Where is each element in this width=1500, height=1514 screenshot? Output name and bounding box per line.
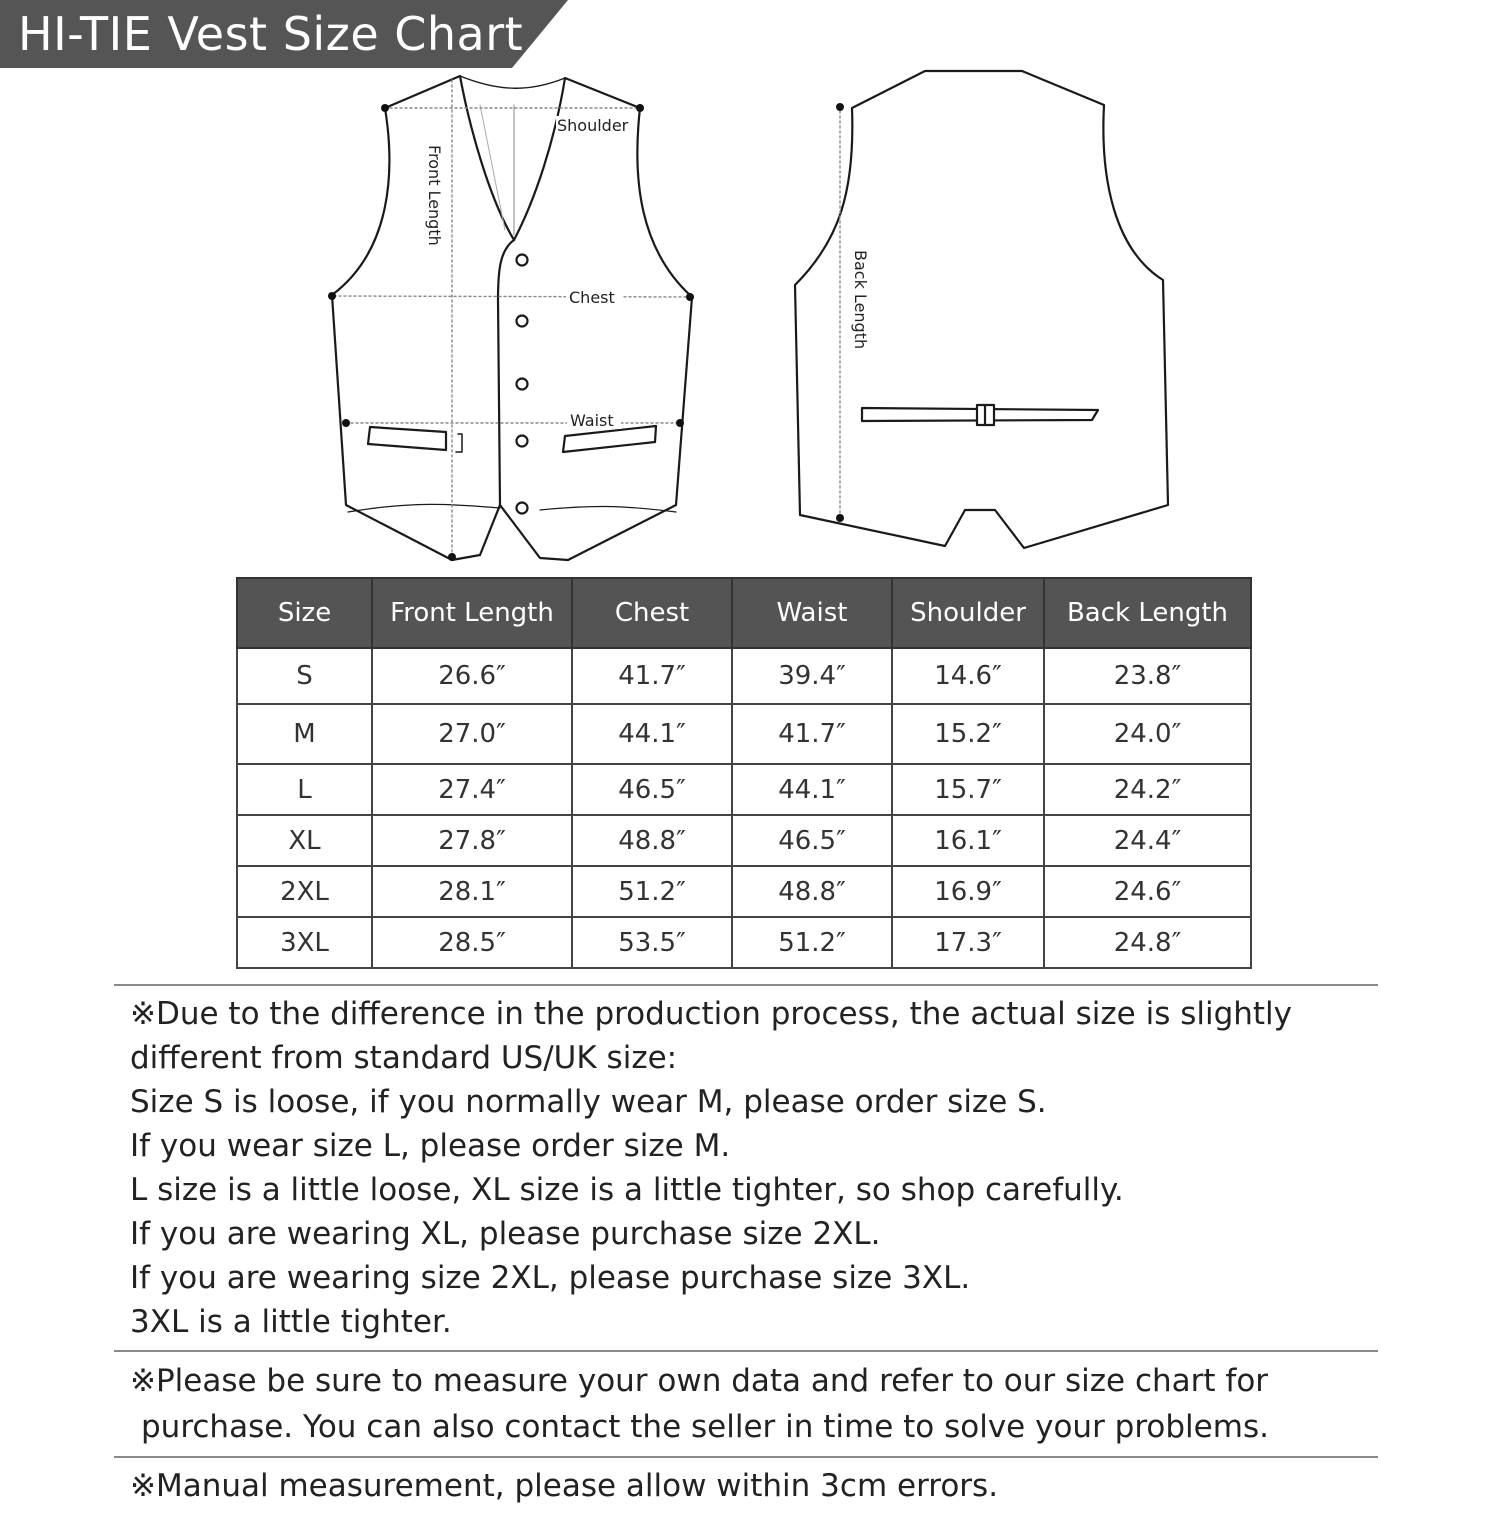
cell-chest: 53.5″ <box>572 917 732 968</box>
cell-size: L <box>237 764 372 815</box>
cell-shoulder: 16.9″ <box>892 866 1044 917</box>
front-vest-outline <box>332 76 692 560</box>
shoulder-label: Shoulder <box>557 116 629 135</box>
table-row <box>237 815 1251 866</box>
front-length-label: Front Length <box>425 145 444 246</box>
table-row <box>237 704 1251 764</box>
cell-back-length: 24.2″ <box>1044 764 1251 815</box>
cell-shoulder: 14.6″ <box>892 648 1044 704</box>
cell-chest: 41.7″ <box>572 648 732 704</box>
table-header-row <box>237 578 1251 648</box>
note-line: purchase. You can also contact the seller in time to solve your problems. <box>141 1409 1269 1445</box>
column-header-size: Size <box>237 578 372 648</box>
cell-back-length: 24.0″ <box>1044 704 1251 764</box>
cell-waist: 48.8″ <box>732 866 892 917</box>
column-header-waist: Waist <box>732 578 892 648</box>
table-row <box>237 648 1251 704</box>
cell-chest: 48.8″ <box>572 815 732 866</box>
column-header-shoulder: Shoulder <box>892 578 1044 648</box>
cell-waist: 46.5″ <box>732 815 892 866</box>
cell-size: 2XL <box>237 866 372 917</box>
cell-back-length: 24.6″ <box>1044 866 1251 917</box>
note-line: 3XL is a little tighter. <box>130 1304 452 1340</box>
note-line: ※Manual measurement, please allow within 3cm errors. <box>130 1468 999 1504</box>
cell-front-length: 27.4″ <box>372 764 572 815</box>
measure-note <box>114 1352 1378 1456</box>
cell-waist: 39.4″ <box>732 648 892 704</box>
cell-chest: 51.2″ <box>572 866 732 917</box>
vest-illustration <box>0 0 1500 575</box>
cell-shoulder: 16.1″ <box>892 815 1044 866</box>
cell-size: 3XL <box>237 917 372 968</box>
cell-front-length: 27.0″ <box>372 704 572 764</box>
cell-front-length: 28.1″ <box>372 866 572 917</box>
cell-size: M <box>237 704 372 764</box>
sizing-advice-note <box>114 986 1378 1350</box>
table-row <box>237 917 1251 968</box>
table-row <box>237 764 1251 815</box>
chest-label: Chest <box>569 288 615 307</box>
cell-back-length: 23.8″ <box>1044 648 1251 704</box>
cell-shoulder: 15.7″ <box>892 764 1044 815</box>
cell-back-length: 24.8″ <box>1044 917 1251 968</box>
cell-chest: 44.1″ <box>572 704 732 764</box>
note-line: different from standard US/UK size: <box>130 1040 678 1076</box>
measurement-error-note <box>114 1458 1378 1514</box>
vest-diagram <box>0 0 1500 575</box>
column-header-front-length: Front Length <box>372 578 572 648</box>
cell-front-length: 27.8″ <box>372 815 572 866</box>
cell-chest: 46.5″ <box>572 764 732 815</box>
cell-front-length: 26.6″ <box>372 648 572 704</box>
note-line: If you are wearing XL, please purchase size 2XL. <box>130 1216 881 1252</box>
note-line: Size S is loose, if you normally wear M, please order size S. <box>130 1084 1047 1120</box>
cell-back-length: 24.4″ <box>1044 815 1251 866</box>
size-table <box>236 577 1252 969</box>
cell-size: S <box>237 648 372 704</box>
column-header-chest: Chest <box>572 578 732 648</box>
note-line: ※Due to the difference in the production process, the actual size is slightly <box>130 996 1293 1032</box>
note-line: If you wear size L, please order size M. <box>130 1128 731 1164</box>
note-line: L size is a little loose, XL size is a little tighter, so shop carefully. <box>130 1172 1124 1208</box>
note-line: ※Please be sure to measure your own data and refer to our size chart for <box>130 1363 1269 1399</box>
column-header-back-length: Back Length <box>1044 578 1251 648</box>
cell-waist: 44.1″ <box>732 764 892 815</box>
waist-label: Waist <box>570 411 614 430</box>
size-notes <box>114 984 1378 1514</box>
cell-waist: 51.2″ <box>732 917 892 968</box>
cell-shoulder: 15.2″ <box>892 704 1044 764</box>
cell-front-length: 28.5″ <box>372 917 572 968</box>
back-length-label: Back Length <box>851 250 870 350</box>
page-title: HI-TIE Vest Size Chart <box>18 7 524 61</box>
cell-waist: 41.7″ <box>732 704 892 764</box>
table-row <box>237 866 1251 917</box>
cell-size: XL <box>237 815 372 866</box>
cell-shoulder: 17.3″ <box>892 917 1044 968</box>
note-line: If you are wearing size 2XL, please purchase size 3XL. <box>130 1260 971 1296</box>
